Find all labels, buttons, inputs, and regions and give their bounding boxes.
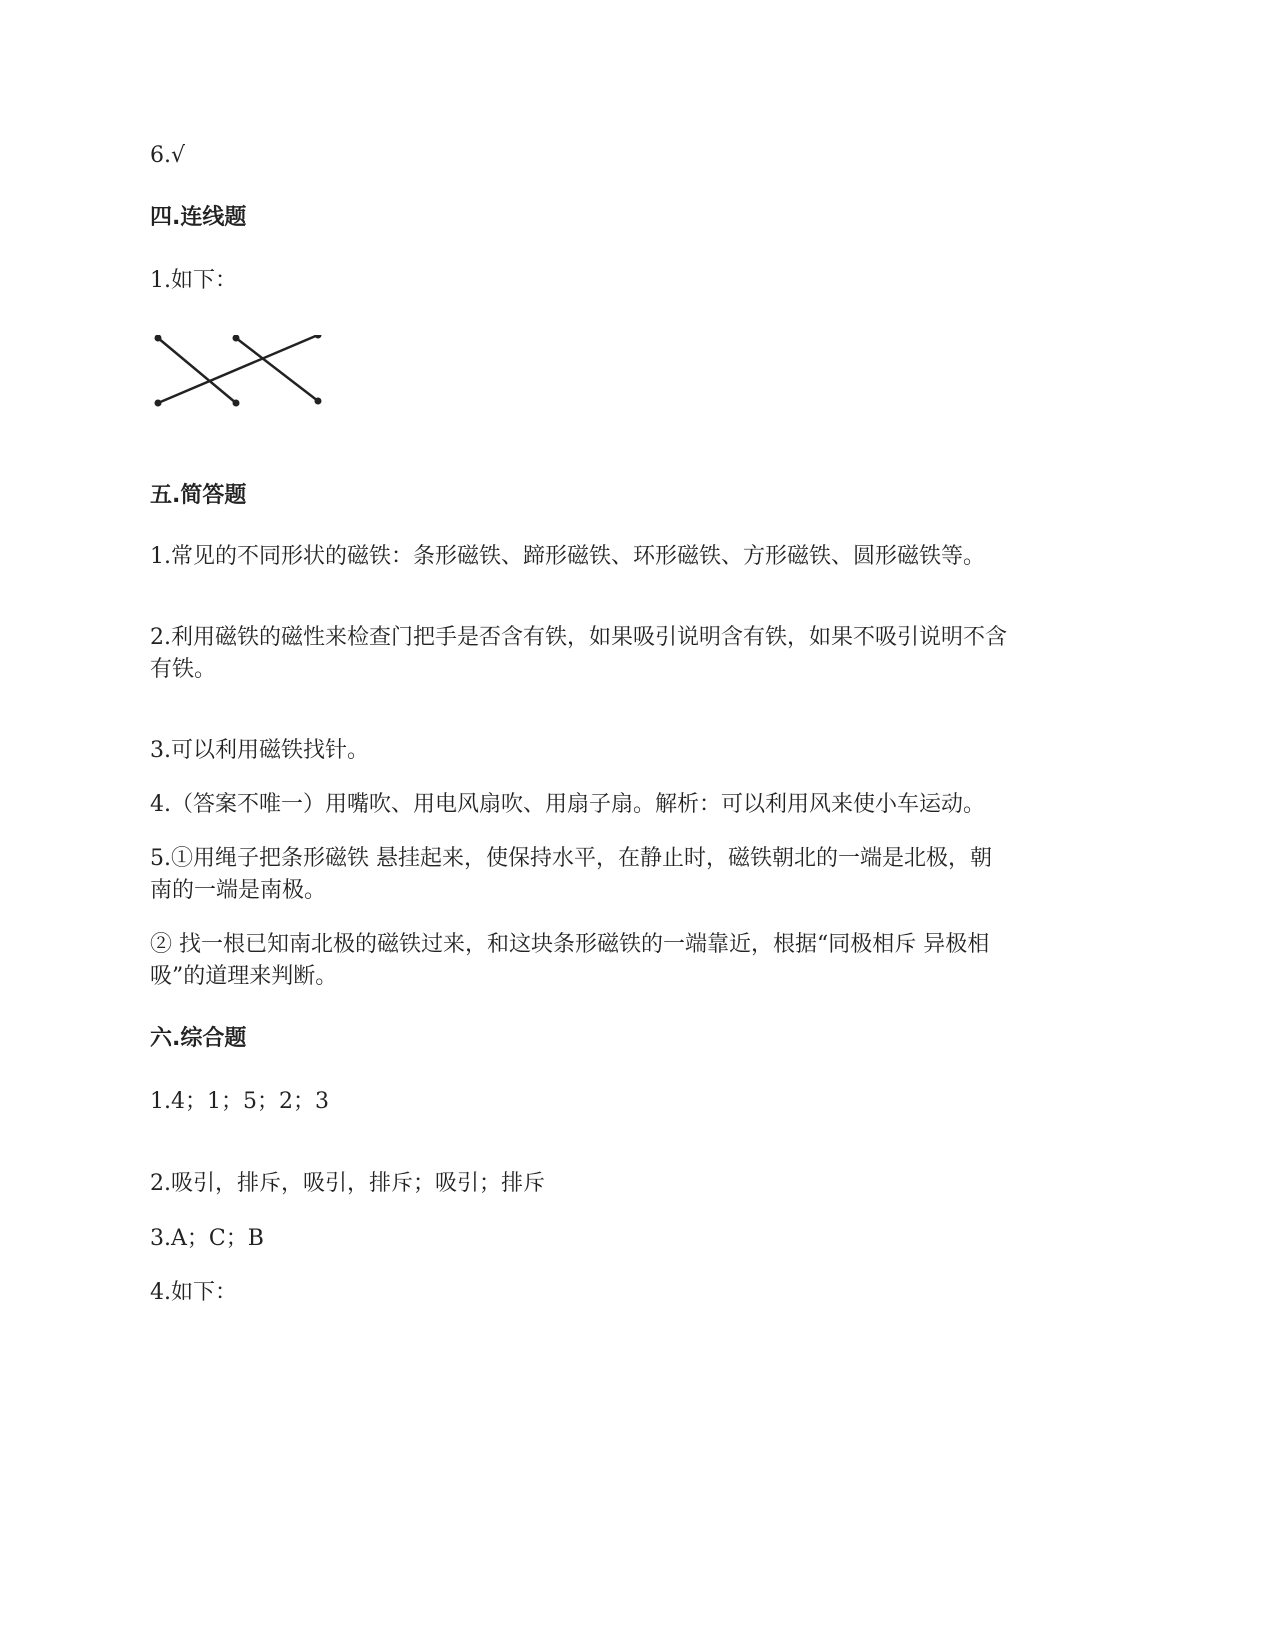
connection-line-2 (236, 338, 318, 401)
comprehensive-answer-2: 2.吸引，排斥，吸引，排斥；吸引；排斥 (150, 1171, 545, 1196)
dot-bottom-right (315, 398, 322, 405)
short-answer-2-line-2: 有铁。 (150, 657, 217, 682)
comprehensive-answer-4: 4.如下： (150, 1280, 237, 1305)
connection-line-1 (158, 338, 236, 403)
matching-answer-1: 1.如下： (150, 268, 237, 293)
short-answer-4: 4.（答案不唯一）用嘴吹、用电风扇吹、用扇子扇。解析：可以利用风来使小车运动。 (150, 792, 985, 817)
comprehensive-answer-1: 1.4；1；5；2；3 (150, 1089, 329, 1114)
comprehensive-heading: 六.综合题 (150, 1026, 247, 1051)
short-answer-5b-line-2: 吸”的道理来判断。 (150, 964, 338, 989)
short-answer-5-line-1: 5.①用绳子把条形磁铁 悬挂起来，使保持水平，在静止时，磁铁朝北的一端是北极，朝 (150, 846, 992, 871)
short-answer-1: 1.常见的不同形状的磁铁：条形磁铁、蹄形磁铁、环形磁铁、方形磁铁、圆形磁铁等。 (150, 544, 985, 569)
short-answer-2-line-1: 2.利用磁铁的磁性来检查门把手是否含有铁，如果吸引说明含有铁，如果不吸引说明不含 (150, 625, 1007, 650)
short-answer-5b-line-1: ② 找一根已知南北极的磁铁过来，和这块条形磁铁的一端靠近，根据“同极相斥 异极相 (150, 932, 990, 957)
short-answer-5-line-2: 南的一端是南极。 (150, 878, 327, 903)
connection-line-3 (158, 335, 318, 403)
previous-answer: 6.√ (150, 143, 186, 168)
short-answer-3: 3.可以利用磁铁找针。 (150, 738, 369, 763)
matching-heading: 四.连线题 (150, 205, 247, 230)
comprehensive-answer-3: 3.A；C；B (150, 1226, 264, 1251)
dot-top-right (315, 335, 322, 339)
matching-line-diagram (150, 335, 330, 415)
dot-bottom-middle (233, 400, 240, 407)
dot-bottom-left (155, 400, 162, 407)
short-answer-heading: 五.简答题 (150, 483, 247, 508)
